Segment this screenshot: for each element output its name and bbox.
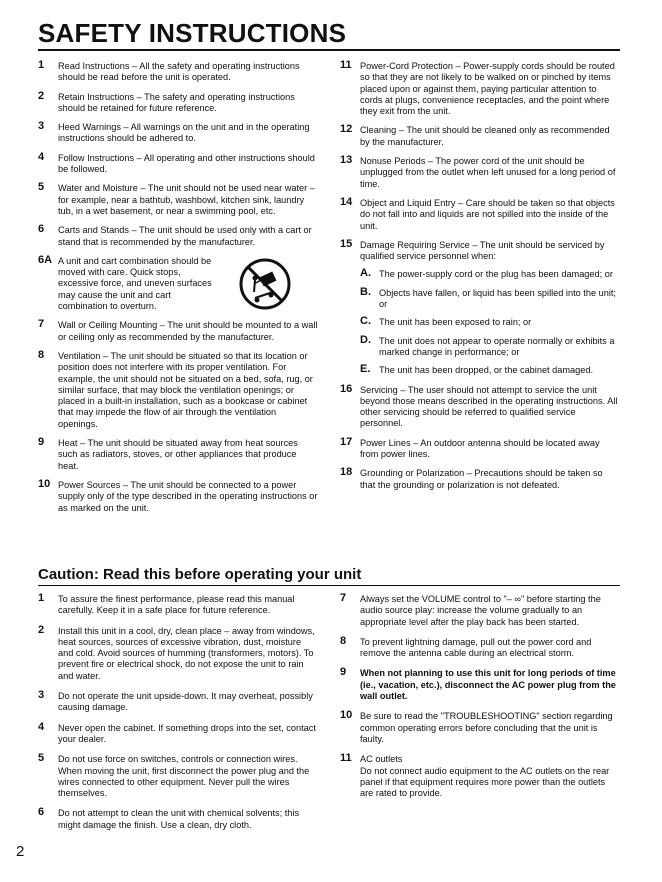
sub-list-item: D. The unit does not appear to operate normally or exhibits a marked change in performance; or (360, 333, 615, 357)
list-item: 6 Do not attempt to clean the unit with chemical solvents; this might damage the finish. Use a clean, dry cloth. (38, 806, 300, 830)
list-item: 14 Object and Liquid Entry – Care should be taken so that objects do not fall into and liquids are not spilled into the inside of the unit. (340, 195, 615, 231)
list-item: 11 AC outlets Do not connect audio equipment to the AC outlets on the rear panel if that equipment requires more power than the outlets are rated to provide. (340, 752, 610, 799)
list-item-important: 9 When not planning to use this unit for long periods of time (ie., vacation, etc.), disconnect the AC power plug from the wall outlet. (340, 666, 616, 702)
page-number: 2 (16, 843, 25, 860)
list-item: 5 Water and Moisture – The unit should not be used near water – for example, near a bathtub, washbowl, kitchen sink, laundry tub, in a wet basement, or near a swimming pool, etc. (38, 181, 315, 216)
sub-list-item: B. Objects have fallen, or liquid has been spilled into the unit; or (360, 285, 616, 310)
list-item: 6 Carts and Stands – The unit should be used only with a cart or stand that is recommended by the manufacturer. (38, 223, 312, 247)
list-item: 8 To prevent lightning damage, pull out the power cord and remove the antenna cable during an electrical storm. (340, 634, 592, 659)
list-item: 16 Servicing – The user should not attempt to service the unit beyond those means described in the operating instructions. All other servicing should be referred to qualified service personnel. (340, 382, 618, 429)
list-item: 2 Install this unit in a cool, dry, clean place – away from windows, heat sources, sources of excessive vibration, dust, moisture and cold. Avoid sources of humming (transformers, motors). To prevent fire or electrical shock, do not expose the unit to rain and water. (38, 623, 315, 681)
page-title: SAFETY INSTRUCTIONS (38, 18, 347, 48)
list-item: 11 Power-Cord Protection – Power-supply cords should be routed so that they are not likely to be walked on or pinched by items placed upon or against them, paying particular attention to cords at plugs, convenience receptacles, and the point where they exit from the unit. (340, 59, 615, 117)
list-item: 10 Be sure to read the "TROUBLESHOOTING" section regarding common operating errors before concluding that the unit is faulty. (340, 709, 613, 744)
list-item: 10 Power Sources – The unit should be connected to a power supply only of the type described in the operating instructions or as marked on the unit. (38, 477, 318, 513)
list-item: 1 To assure the finest performance, please read this manual carefully. Keep it in a safe place for future reference. (38, 592, 295, 616)
list-item: 2 Retain Instructions – The safety and operating instructions should be retained for future reference. (38, 89, 295, 113)
caution-column-right (340, 594, 620, 799)
safety-column-left (38, 61, 318, 514)
caution-column-left (38, 594, 318, 831)
list-item: 5 Do not use force on switches, controls or connection wires. When moving the unit, first disconnect the power plug and the wires connected to other equipment. Never pull the wires themselves. (38, 752, 310, 799)
list-item: 12 Cleaning – The unit should be cleaned only as recommended by the manufacturer. (340, 123, 610, 147)
safety-column-right (340, 61, 620, 491)
list-item: 13 Nonuse Periods – The power cord of the unit should be unplugged from the outlet when left unused for a long period of time. (340, 154, 616, 189)
list-item: 7 Wall or Ceiling Mounting – The unit should be mounted to a wall or ceiling only as recommended by the manufacturer. (38, 318, 318, 342)
list-item: 17 Power Lines – An outdoor antenna should be located away from power lines. (340, 435, 600, 460)
list-item: 15 Damage Requiring Service – The unit should be serviced by qualified service personnel when: (340, 237, 605, 262)
cart-tip-over-warning-icon (239, 258, 291, 310)
list-item: 8 Ventilation – The unit should be situated so that its location or position does not interfere with its proper ventilation. For example, the unit should not be situated on a bed, sofa, rug, or similar surface, that may block the ventilation openings; or placed in a built-in installation, such as a bookcase or cabinet that may impede the flow of air through the ventilation openings. (38, 348, 313, 429)
sub-list (340, 269, 620, 376)
list-item: 3 Heed Warnings – All warnings on the unit and in the operating instructions should be adhered to. (38, 120, 310, 144)
sub-list-item: A. The power-supply cord or the plug has been damaged; or (360, 267, 613, 280)
list-item: 18 Grounding or Polarization – Precautions should be taken so that the grounding or polarization is not defeated. (340, 466, 603, 490)
caution-heading: Caution: Read this before operating your unit (38, 566, 362, 583)
list-item: 4 Follow Instructions – All operating and other instructions should be followed. (38, 150, 315, 175)
list-item-cart-warning: 6A A unit and cart combination should be moved with care. Quick stops, excessive force, and uneven surfaces may cause the unit and cart combination to overturn. (38, 256, 318, 312)
sub-list-item: C. The unit has been exposed to rain; or (360, 315, 532, 328)
list-item: 7 Always set the VOLUME control to "– ∞" before starting the audio source play: increase the volume gradually to an appropriate level after the play back has been started. (340, 592, 601, 627)
caution-rule (38, 585, 620, 586)
list-item: 4 Never open the cabinet. If something drops into the set, contact your dealer. (38, 720, 316, 744)
list-item: 3 Do not operate the unit upside-down. It may overheat, possibly causing damage. (38, 689, 313, 713)
list-item: 9 Heat – The unit should be situated away from heat sources such as radiators, stoves, or other appliances that produce heat. (38, 436, 298, 471)
list-item: 1 Read Instructions – All the safety and operating instructions should be read before the unit is operated. (38, 59, 300, 83)
sub-list-item: E. The unit has been dropped, or the cabinet damaged. (360, 363, 594, 376)
title-rule (38, 49, 620, 51)
